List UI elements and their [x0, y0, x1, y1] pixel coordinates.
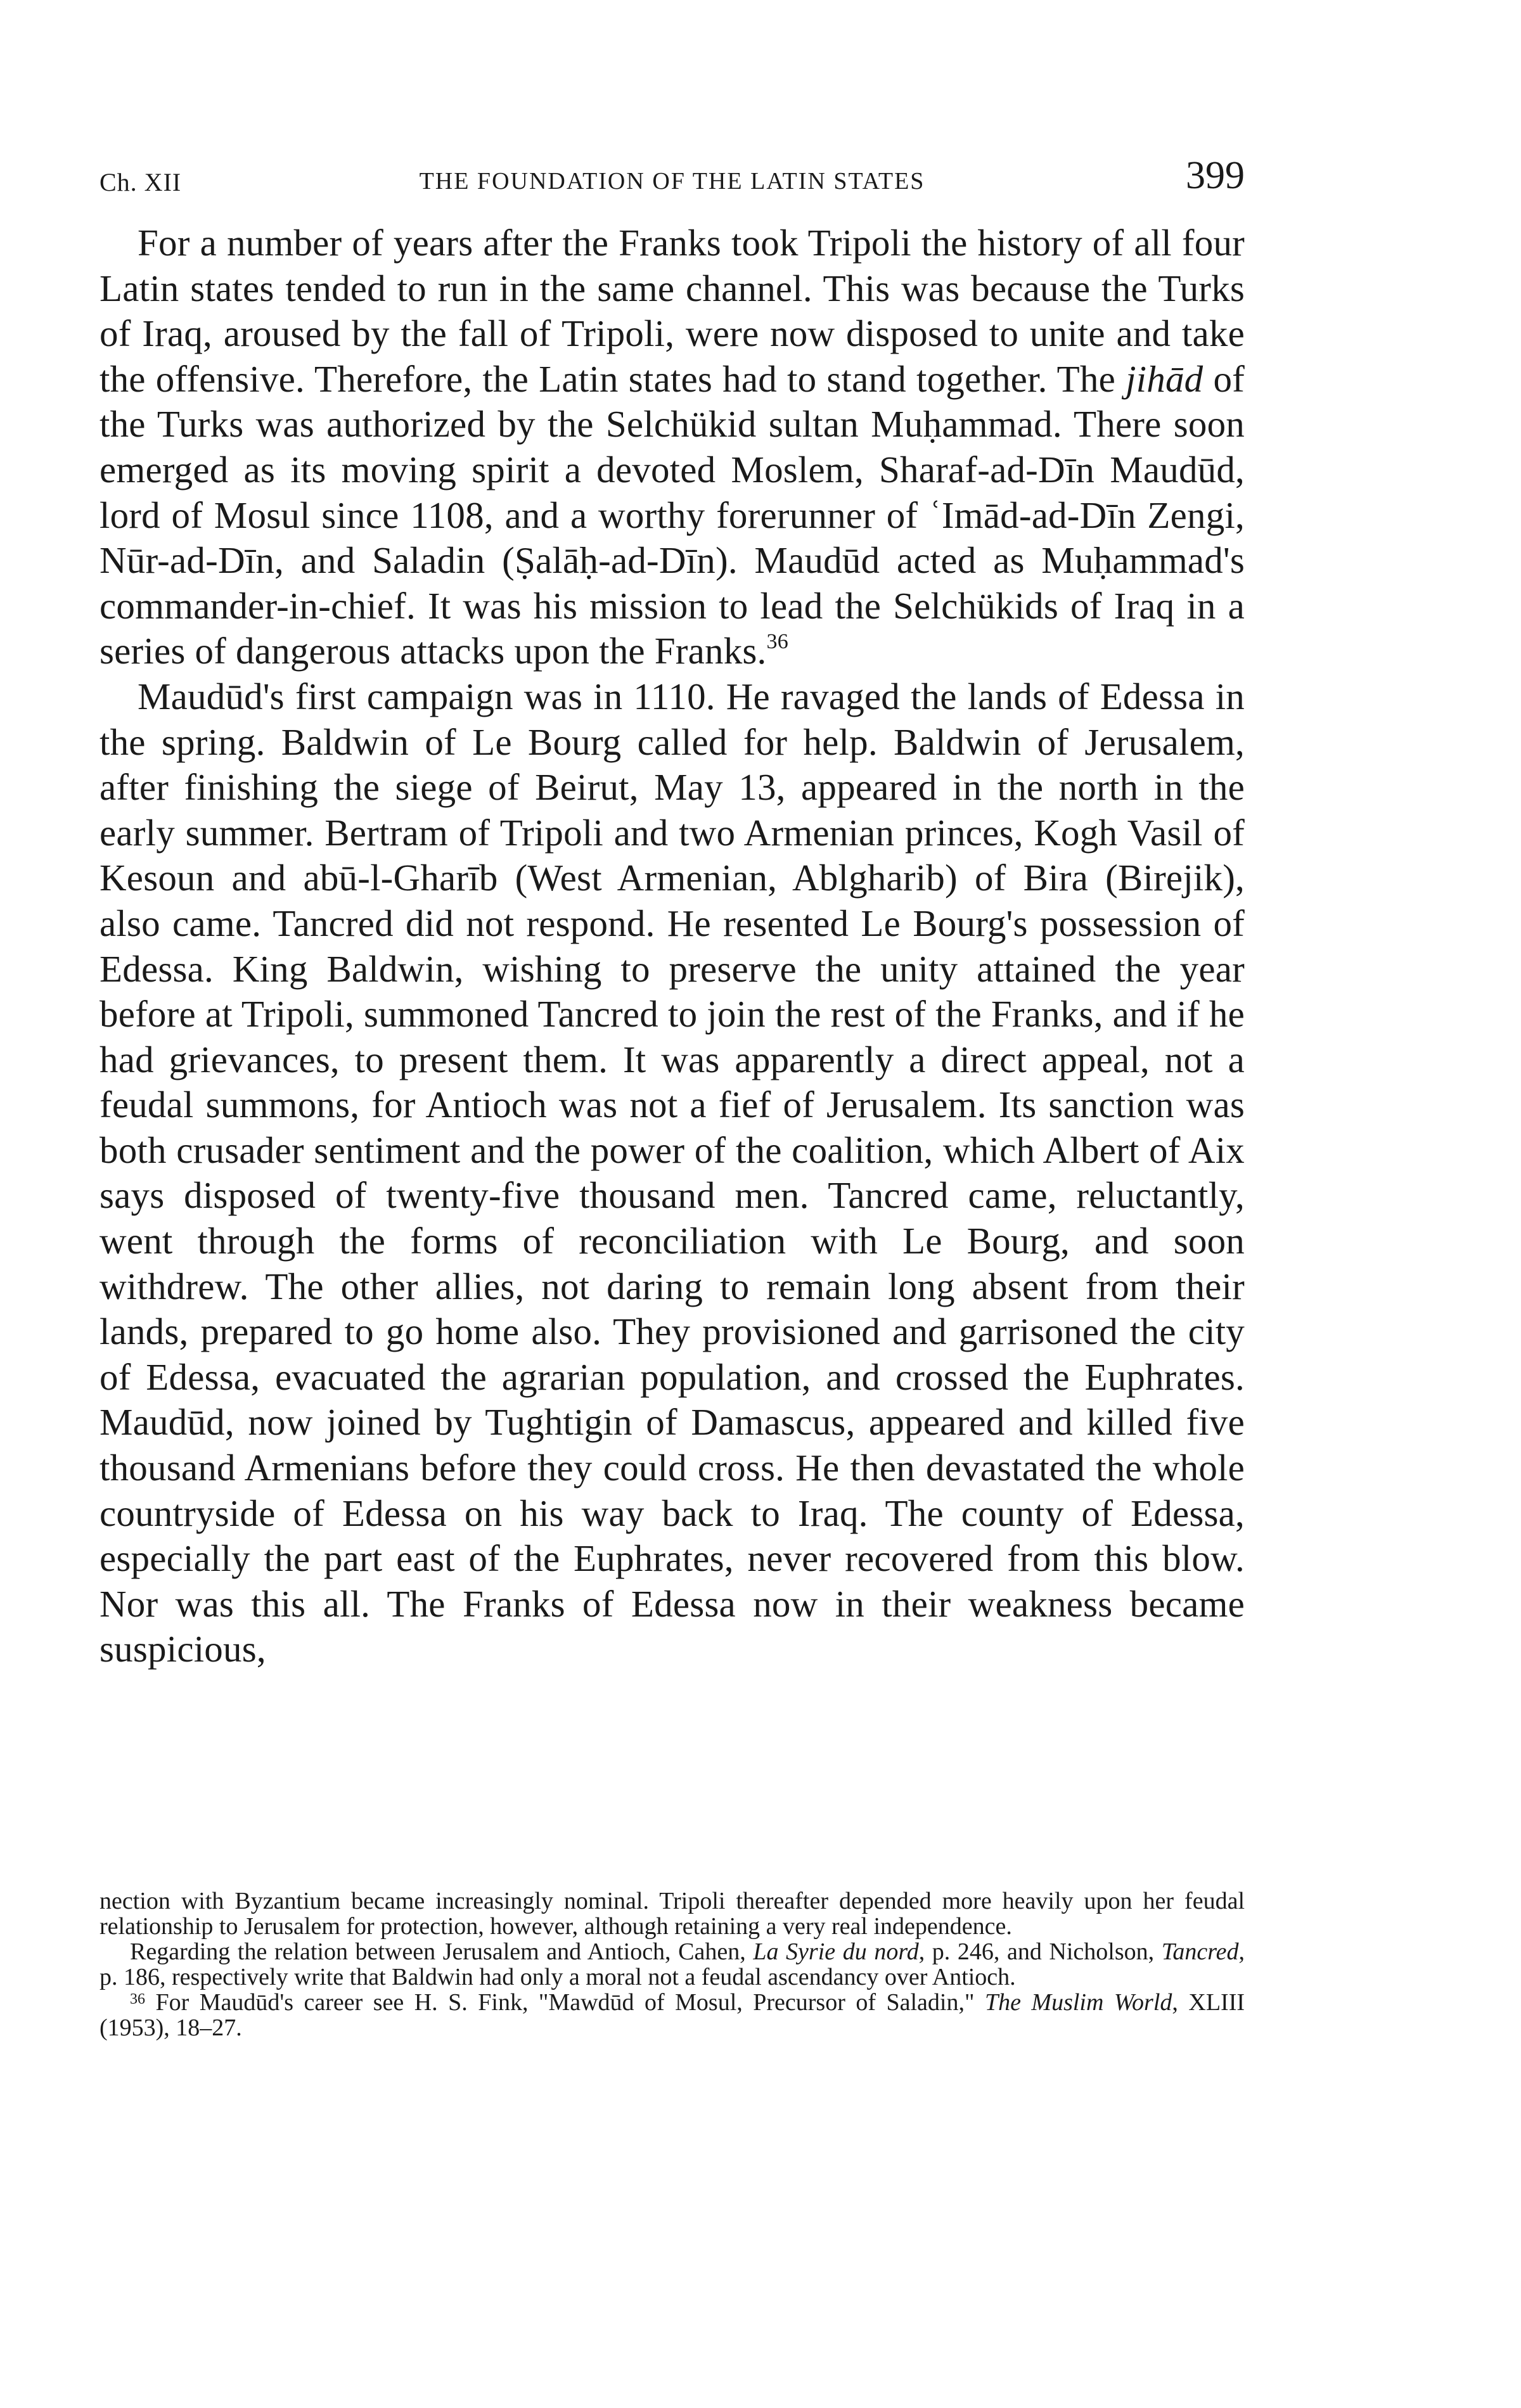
footnote-text: Regarding the relation between Jerusalem and Antioch, Cahen,: [130, 1938, 754, 1965]
page-number: 399: [1186, 154, 1245, 197]
footnote-text: , p. 246, and Nicholson,: [918, 1938, 1162, 1965]
cited-title: La Syrie du nord: [753, 1938, 919, 1965]
main-text: [99, 221, 1245, 1672]
footnotes: [99, 1888, 1245, 2040]
cited-journal: The Muslim World: [984, 1989, 1172, 2016]
footnote-36: [99, 1990, 1245, 2040]
running-head: [99, 153, 1245, 210]
paragraph-text: of the Turks was authorized by the Selchükid sultan Muḥammad. There soon emerged as its moving spirit a devoted Moslem, Sharaf-ad-Dīn Maudūd, lord of Mosul since 1108, and a worthy forerunner of ʿImād-ad-Dīn Zengi, Nūr-ad-Dīn, and Saladin (Ṣalāḥ-ad-Dīn). Maudūd acted as Muḥammad's commander-in-chief. It was his mission to lead the Selchükids of Iraq in a series of dangerous attacks upon the Franks.: [99, 357, 1245, 672]
running-title: THE FOUNDATION OF THE LATIN STATES: [419, 168, 925, 195]
chapter-label: Ch. XII: [99, 168, 182, 196]
footnote-number: 36: [130, 1991, 145, 2008]
footnote-relation: [99, 1939, 1245, 1990]
cited-title: Tancred: [1161, 1938, 1239, 1965]
footnote-continuation: nection with Byzantium became increasingly nominal. Tripoli thereafter depended more heavily upon her feudal relationship to Jerusalem for protection, however, although retaining a very real independence.: [99, 1888, 1245, 1940]
footnote-text: For Maudūd's career see H. S. Fink, "Mawdūd of Mosul, Precursor of Saladin,": [145, 1989, 985, 2016]
footnote-text: , p. 186, respectively write that Baldwin had only a moral not a feudal ascendancy over Antioch.: [99, 1938, 1245, 1990]
italic-term: jihād: [1126, 357, 1203, 400]
paragraph-first-campaign: Maudūd's first campaign was in 1110. He ravaged the lands of Edessa in the spring. Baldwin of Le Bourg called for help. Baldwin of Jerusalem, after finishing the siege of Beirut, May 13, appeared in the north in the early summer. Bertram of Tripoli and two Armenian princes, Kogh Vasil of Kesoun and abū-l-Gharīb (West Armenian, Ablgharib) of Bira (Birejik), also came. Tancred did not respond. He resented Le Bourg's possession of Edessa. King Baldwin, wishing to preserve the unity attained the year before at Tripoli, summoned Tancred to join the rest of the Franks, and if he had grievances, to present them. It was apparently a direct appeal, not a feudal summons, for Antioch was not a fief of Jerusalem. Its sanction was both crusader sentiment and the power of the coalition, which Albert of Aix says disposed of twenty-five thousand men. Tancred came, reluctantly, went through the forms of reconciliation with Le Bourg, and soon withdrew. The other allies, not daring to remain long absent from their lands, prepared to go home also. They provisioned and garrisoned the city of Edessa, evacuated the agrarian population, and crossed the Euphrates. Maudūd, now joined by Tughtigin of Damascus, appeared and killed five thousand Armenians before they could cross. He then devastated the whole countryside of Edessa on his way back to Iraq. The county of Edessa, especially the part east of the Euphrates, never recovered from this blow. Nor was this all. The Franks of Edessa now in their weakness became suspicious,: [99, 675, 1245, 1670]
footnote-reference: 36: [766, 630, 788, 654]
paragraph-text: For a number of years after the Franks took Tripoli the history of all four Latin states tended to run in the same channel. This was because the Turks of Iraq, aroused by the fall of Tripoli, were now disposed to unite and take the offensive. Therefore, the Latin states had to stand together. The: [99, 222, 1245, 400]
paragraph-jihad: [99, 221, 1245, 674]
footnote-text: , XLIII (1953), 18–27.: [99, 1989, 1245, 2041]
